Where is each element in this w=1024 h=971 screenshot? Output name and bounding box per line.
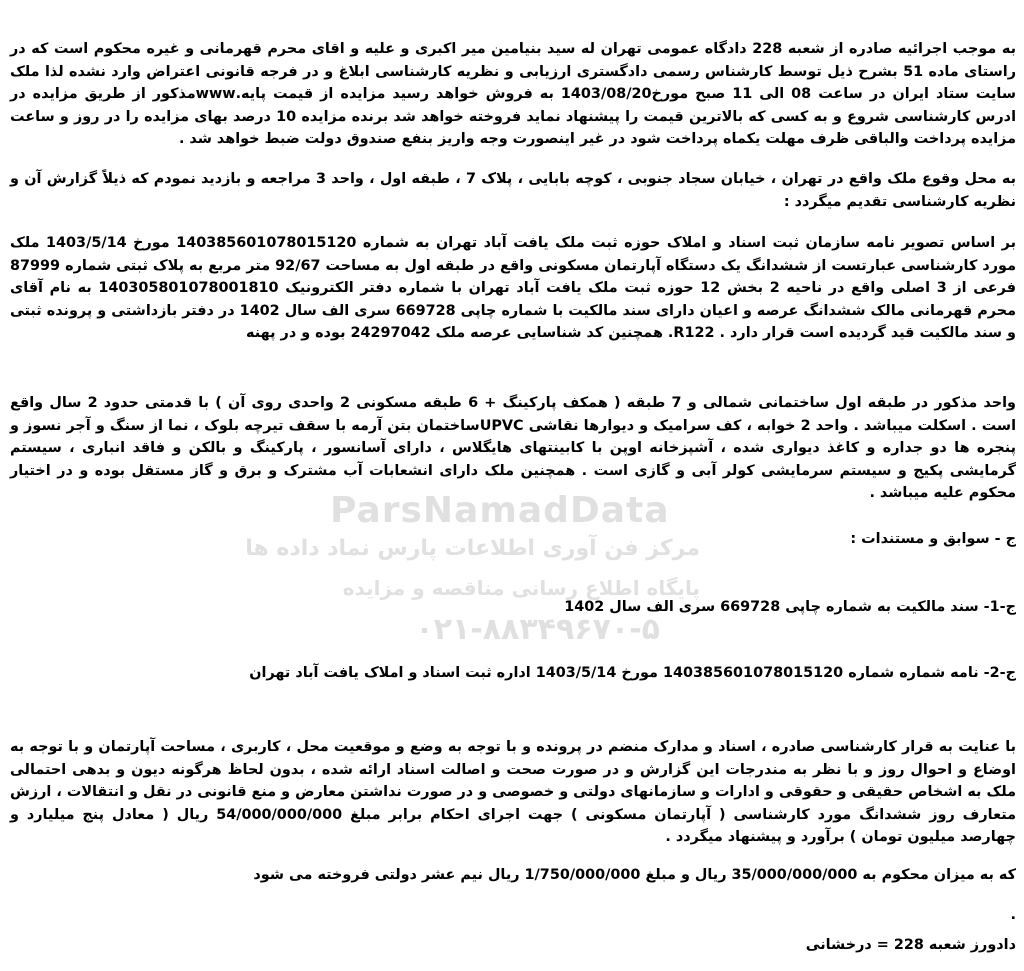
watermark-phone: ۰۲۱-۸۸۳۴۹۶۷۰-۵ <box>415 612 660 647</box>
registration-details-paragraph: بر اساس تصویر نامه سازمان ثبت اسناد و املاک حوزه ثبت ملک یافت آباد تهران به شماره 14038560107801512‌0 مورخ 1403/5/14 ملک مورد کارشناسی عبارتست از ششدانگ یک دستگاه آپارتمان مسکونی واقع در طبقه اول به مساحت 92/67 متر مربع به پلاک ثبتی شماره 87999 فرعی از 3 اصلی واقع در ناحیه 2 بخش 12 حوزه ثبت ملک یافت آباد تهران با شماره دفتر الکترونیک 140305801078001810 به نام آقای محرم قهرمانی مالک ششدانگ عرصه و اعیان دارای سند مالکیت با شماره چاپی 669728 سری الف سال 1402 در دفتر بازداشتی و پرونده ثبتی و سند مالکیت قید گردیده است قرار دارد . R122. همچنین کد شناسایی عرصه ملک 24297042 بوده و در پهنه <box>10 235 1017 341</box>
valuation-paragraph: با عنایت به قرار کارشناسی صادره ، اسناد و مدارک منضم در پرونده و با توجه به وضع و موقعیت محل ، کاربری ، مساحت آپارتمان و با توجه به اوضاع و احوال روز و با نظر به مندرجات این گزارش و در صورت صحت و اصالت اسناد ارائه شده ، بدون لحاظ هرگونه دیون و بدهی احتمالی ملک به اشخاص حقیقی و حقوقی و ادارات و سازمانهای دولتی و خصوصی و در صورت نداشتن معارض و منع قانونی در نقل و انتقالات ، ارزش متعارف روز ششدانگ مورد کارشناسی ( آپارتمان مسکونی ) جهت اجرای احکام برابر مبلغ 54/000/000/000 ریال ( معادل پنج میلیارد و چهارصد میلیون تومان ) برآورد و پیشنهاد میگردد . <box>10 739 1016 845</box>
watermark-line-2: پایگاه اطلاع رسانی مناقصه و مزایده <box>342 576 700 600</box>
document-item-2: ج-2- نامه شماره شماره 140385601078015120 مورخ 1403/5/14 اداره ثبت اسناد و املاک یافت آباد تهران <box>249 665 1016 681</box>
watermark <box>245 490 740 660</box>
section-heading: ج - سوابق و مستندات : <box>850 531 1016 547</box>
fee-line: که به میزان محکوم به 35/000/000/000 ریال و مبلغ 1/750/000/000 ریال نیم عشر دولتی فروخته می شود <box>253 867 1016 883</box>
watermark-line-1: مرکز فن آوری اطلاعات پارس نماد داده ها <box>245 536 700 561</box>
watermark-brand: ParsNamadData <box>330 490 670 531</box>
signature-line: دادورز شعبه 228 = درخشانی <box>805 937 1016 953</box>
document-item-1: ج-1- سند مالکیت به شماره چاپی 669728 سری الف سال 1402 <box>564 599 1016 615</box>
building-description-paragraph: واحد مذکور در طبقه اول ساختمانی شمالی و 7 طبقه ( همکف پارکینگ + 6 طبقه مسکونی 2 واحدی روی آن ) با قدمتی حدود 2 سال واقع است . اسکلت میباشد . واحد 2 خوابه ، کف سرامیک و دیوارها نقاشی UPVCساختمان بتن آرمه با سقف تیرچه بلوک ، نما از سنگ و آجر نسوز و پنجره ها دو جداره و کاغذ دیواری شده ، آشپزخانه اوپن با کابینتهای هایگلاس ، دارای آسانسور ، پارکینگ و بالکن و فاقد انباری ، سیستم گرمایشی پکیج و سیستم سرمایشی کولر آبی و گازی است . همچنین ملک دارای انشعابات آب مشترک و برق و گاز مستقل بوده و در اختیار محکوم علیه میباشد . <box>10 395 1017 501</box>
property-location-paragraph: به محل وقوع ملک واقع در تهران ، خیابان سجاد جنوبی ، کوچه بابایی ، پلاک 7 ، طبقه اول ، واحد 3 مراجعه و بازدید نمودم که ذیلاً گزارش آن و نظریه کارشناسی تقدیم میگردد : <box>10 171 1017 210</box>
dot-line: . <box>1010 907 1016 923</box>
auction-notice-paragraph: به موجب اجرائیه صادره از شعبه 228 دادگاه عمومی تهران له سید بنیامین میر اکبری و علیه و اقای محرم قهرمانی و غیره محکوم است که در راستای ماده 51 بشرح ذیل توسط کارشناس رسمی دادگستری ارزیابی و نظریه کارشناسی ابلاغ و در فرجه قانونی اعتراض وارد نشده لذا ملک سایت ستاد ایران در ساعت 08 الی 11 صبح مورخ1403/08/20 به فروش خواهد رسید مزایده از قیمت پایه.www‌مذکور از طریق مزایده در ادرس کارشناسی شروع و به کسی که بالاترین قیمت را پیشنهاد نماید فروخته خواهد شد برنده مزایده 10 درصد بهای مزایده را در روز و ساعت مزایده پرداخت والباقی ظرف مهلت یکماه پرداخت شود در غیر اینصورت وجه واریز بنفع صندوق دولت ضبط خواهد شد . <box>10 41 1017 147</box>
